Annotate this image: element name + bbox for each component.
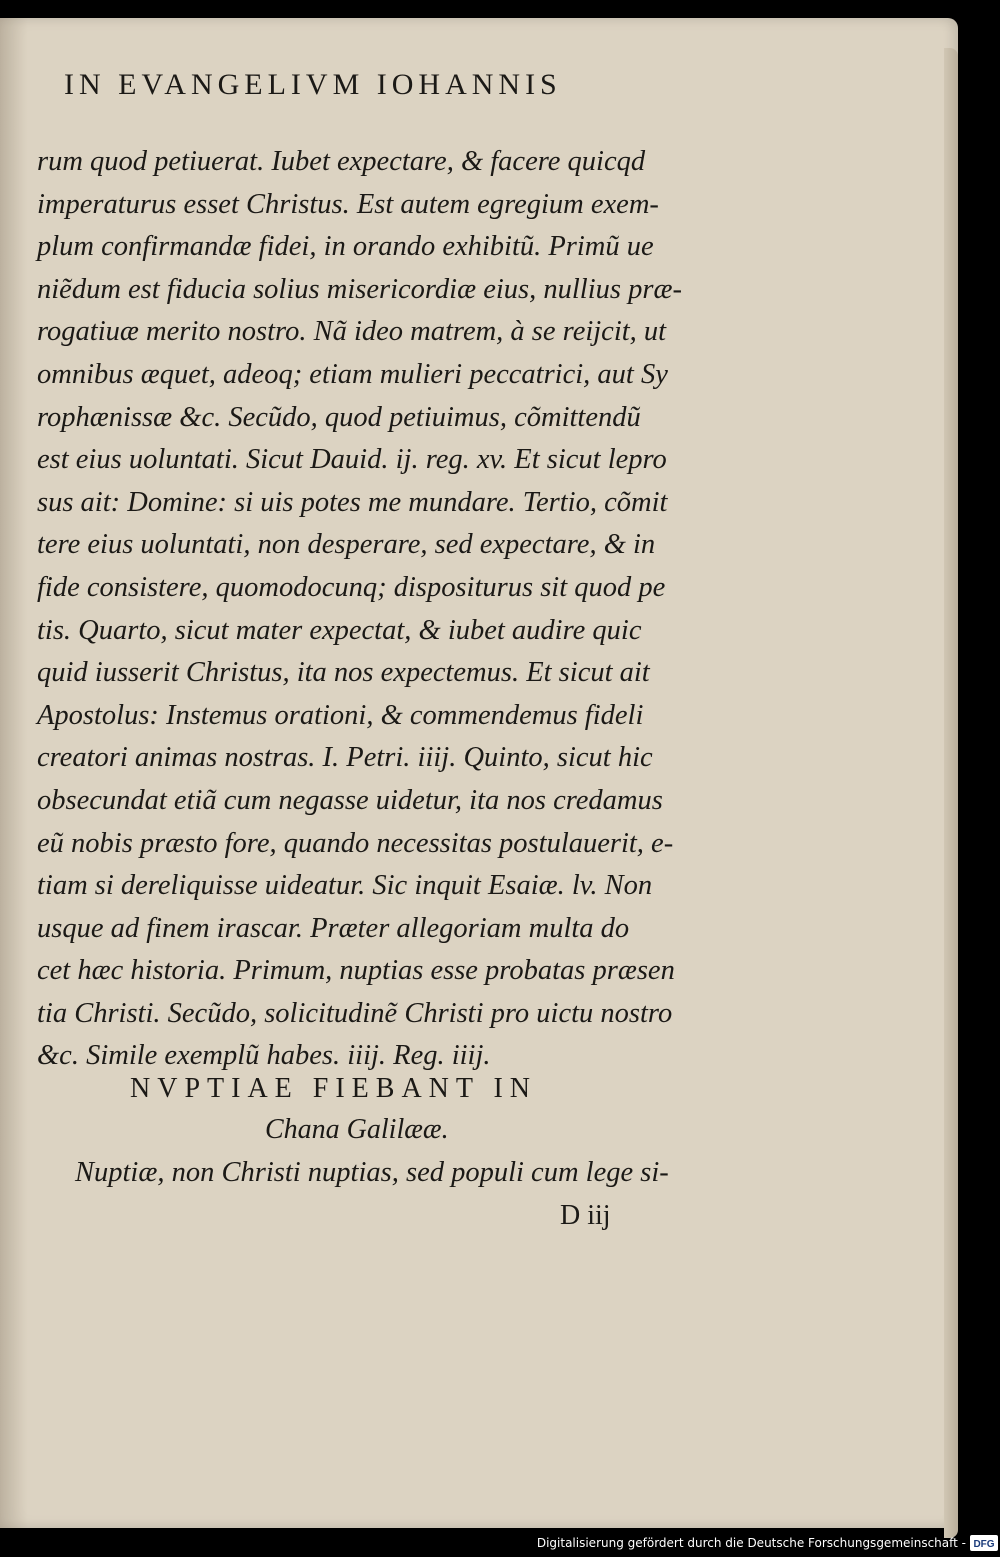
text-line: rum quod petiuerat. Iubet expectare, & facere quicqd	[37, 146, 646, 177]
text-line: &c. Simile exemplũ habes. iiij. Reg. iiij.	[37, 1040, 491, 1072]
section-subheading: Chana Galilææ.	[265, 1114, 449, 1145]
running-head: IN EVANGELIVM IOHANNIS	[64, 68, 562, 101]
text-line-last: Nuptiæ, non Christi nuptias, sed populi cum lege si-	[75, 1157, 669, 1188]
text-line: rogatiuæ merito nostro. Nã ideo matrem, à se reijcit, ut	[37, 316, 667, 348]
svg-text:DFG: DFG	[973, 1539, 995, 1550]
text-line: tis. Quarto, sicut mater expectat, & iubet audire quic	[37, 614, 642, 646]
text-line: obsecundat etiã cum negasse uidetur, ita nos credamus	[37, 784, 663, 816]
body-text	[37, 141, 727, 1078]
text-line: fide consistere, quomodocunq; dispositurus sit quod pe	[37, 571, 666, 603]
text-line: imperaturus esset Christus. Est autem egregium exem-	[37, 188, 659, 220]
text-line: eũ nobis præsto fore, quando necessitas postulauerit, e-	[37, 827, 674, 859]
text-line: tiam si dereliquisse uideatur. Sic inquit Esaiæ. lv. Non	[37, 870, 653, 902]
book-page	[0, 18, 958, 1528]
signature-mark: D iij	[560, 1200, 611, 1231]
text-line: Apostolus: Instemus orationi, & commendemus fideli	[37, 699, 644, 731]
section-heading: NVPTIAE FIEBANT IN	[130, 1073, 538, 1104]
text-line: tere eius uoluntati, non desperare, sed expectare, & in	[37, 529, 656, 561]
text-line: quid iusserit Christus, ita nos expectemus. Et sicut ait	[37, 657, 650, 689]
text-line: tia Christi. Secũdo, solicitudinẽ Christi pro uictu nostro	[37, 997, 673, 1029]
footer-credit-text: Digitalisierung gefördert durch die Deutsche Forschungsgemeinschaft -	[536, 1536, 966, 1550]
footer-credit	[537, 1533, 998, 1553]
dfg-logo	[970, 1535, 998, 1551]
text-line: cet hæc historia. Primum, nuptias esse probatas præsen	[37, 955, 675, 987]
text-line: plum confirmandæ fidei, in orando exhibitũ. Primũ ue	[37, 231, 654, 263]
text-line: est eius uoluntati. Sicut Dauid. ij. reg. xv. Et sicut lepro	[37, 444, 667, 476]
page-edge	[944, 48, 958, 1538]
text-line: niẽdum est fiducia solius misericordiæ eius, nullius præ-	[37, 273, 682, 305]
text-line: sus ait: Domine: si uis potes me mundare. Tertio, cõmit	[37, 486, 668, 518]
text-line: creatori animas nostras. I. Petri. iiij. Quinto, sicut hic	[37, 742, 653, 774]
text-line: omnibus æquet, adeoq; etiam mulieri peccatrici, aut Sy	[37, 358, 668, 390]
text-line: rophænissæ &c. Secũdo, quod petiuimus, cõmittendũ	[37, 401, 641, 433]
text-line: usque ad finem irascar. Præter allegoriam multa do	[37, 912, 630, 944]
